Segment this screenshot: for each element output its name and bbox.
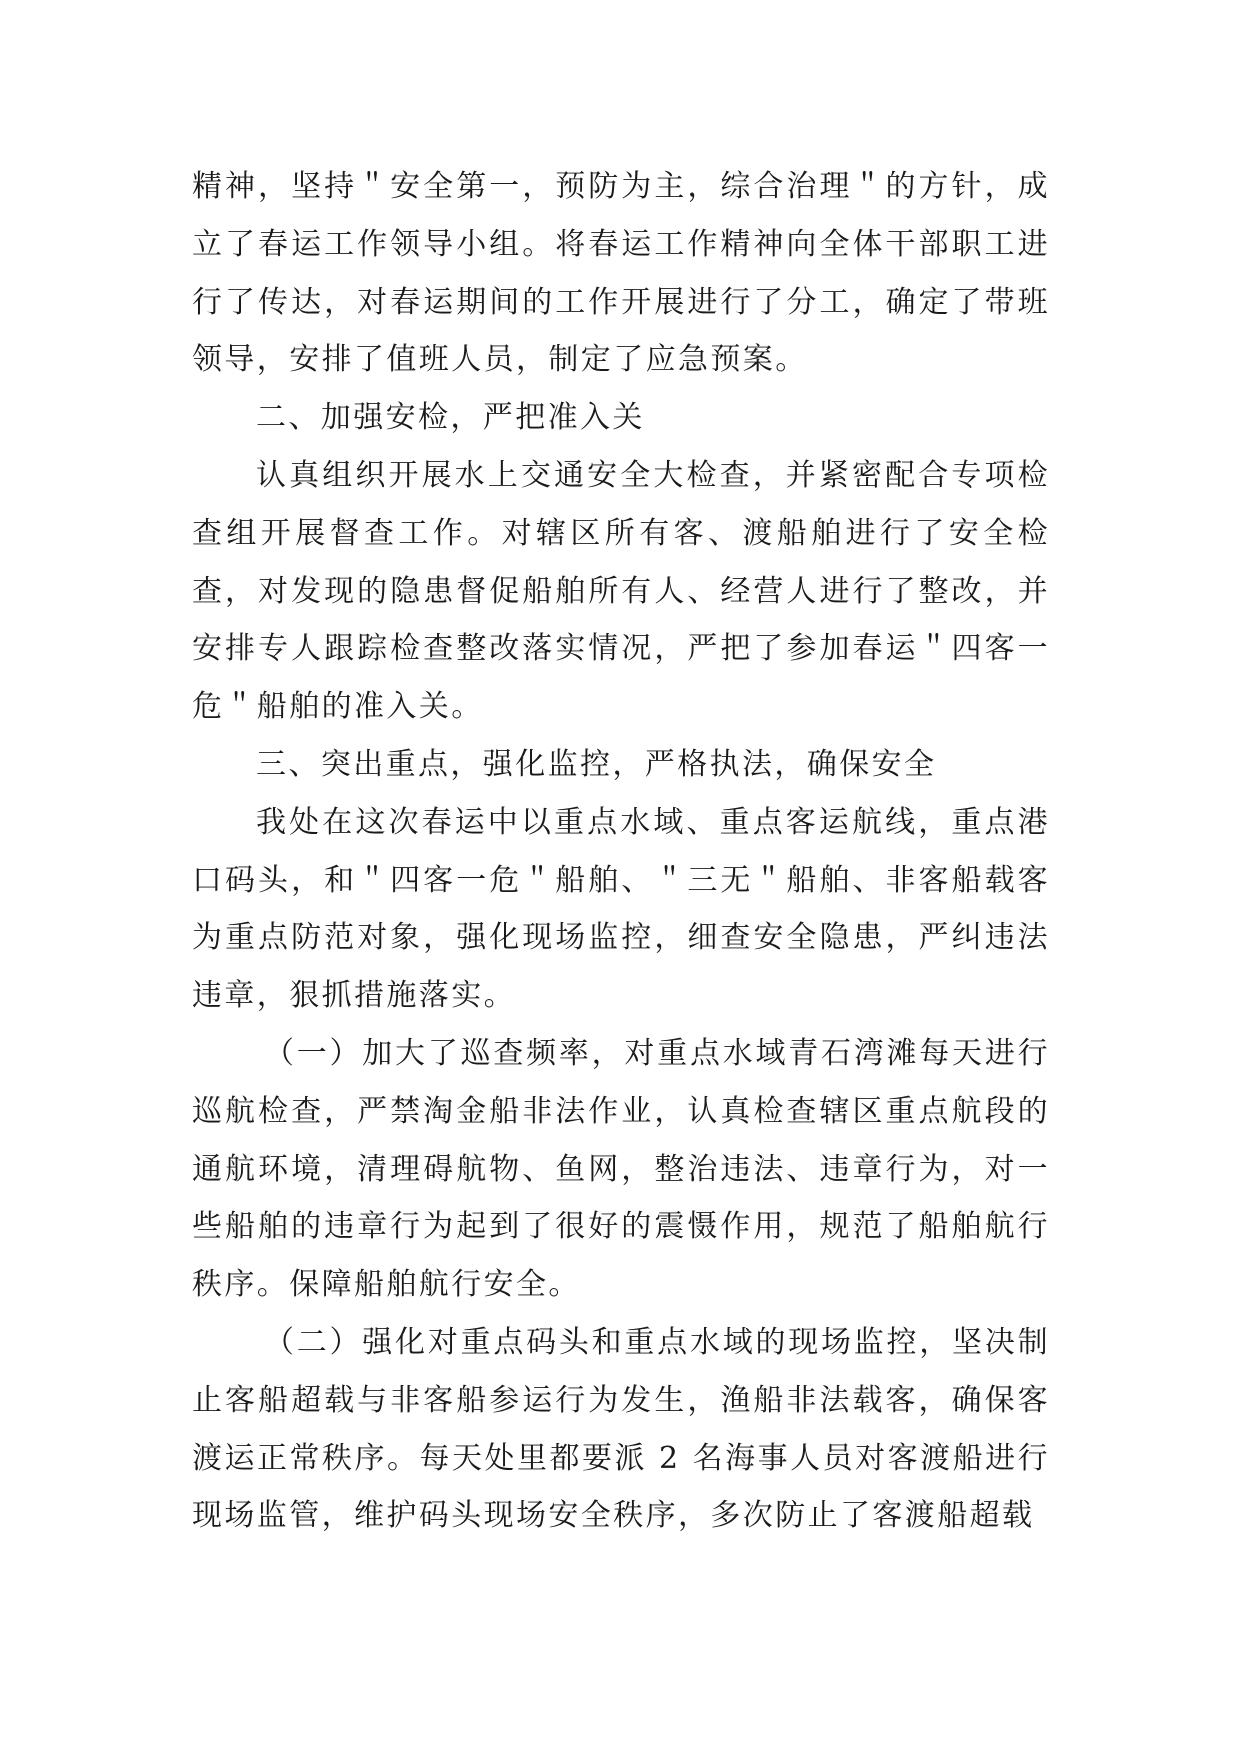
paragraph-policy-intro: 精神，坚持＂安全第一，预防为主，综合治理＂的方针，成立了春运工作领导小组。将春运工作精神向全体干部职工进行了传达，对春运期间的工作开展进行了分工，确定了带班领导，安排了值班人员，制定了应急预案。 (192, 169, 1050, 378)
document-body (192, 158, 1050, 1545)
section-heading-three: 三、突出重点，强化监控，严格执法，确保安全 (256, 746, 937, 782)
paragraph-safety-inspection: 认真组织开展水上交通安全大检查，并紧密配合专项检查组开展督查工作。对辖区所有客、渡船舶进行了安全检查，对发现的隐患督促船舶所有人、经营人进行了整改，并安排专人跟踪检查整改落实情况，严把了参加春运＂四客一危＂船舶的准入关。 (192, 457, 1050, 725)
paragraph-patrol-frequency: （一）加大了巡查频率，对重点水域青石湾滩每天进行巡航检查，严禁淘金船非法作业，认真检查辖区重点航段的通航环境，清理碍航物、鱼网，整治违法、违章行为，对一些船舶的违章行为起到了很好的震慑作用，规范了船舶航行秩序。保障船舶航行安全。 (192, 1035, 1050, 1303)
paragraph-key-focus: 我处在这次春运中以重点水域、重点客运航线，重点港口码头，和＂四客一危＂船舶、＂三无＂船舶、非客船载客为重点防范对象，强化现场监控，细查安全隐患，严纠违法违章，狠抓措施落实。 (192, 804, 1050, 1014)
section-heading-two: 二、加强安检，严把准入关 (256, 400, 645, 436)
paragraph-onsite-monitoring: （二）强化对重点码头和重点水域的现场监控，坚决制止客船超载与非客船参运行为发生，渔船非法载客，确保客渡运正常秩序。每天处里都要派 2 名海事人员对客渡船进行现场监管，维护码头现场安全秩序，多次防止了客渡船超载 (192, 1324, 1050, 1534)
